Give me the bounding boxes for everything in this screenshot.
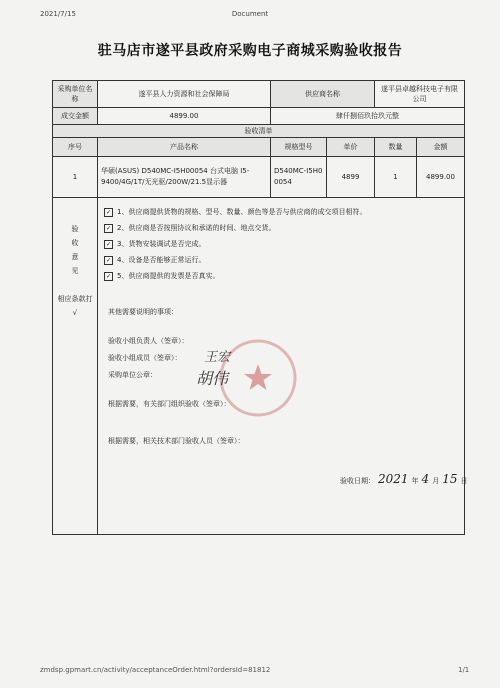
print-date: 2021/7/15 bbox=[40, 10, 76, 18]
item-name: 华硕(ASUS) D540MC-I5H00054 台式电脑 I5-9400/4G/1T/无光驱/200W/21.5显示器 bbox=[98, 157, 271, 198]
opinion-char: 收 bbox=[71, 239, 79, 247]
dept-sign-label: 根据需要，有关部门组织验收（签章）： bbox=[108, 400, 231, 408]
buyer-seal-label: 采购单位公章： bbox=[108, 371, 157, 379]
item-model: D540MC-I5H00054 bbox=[271, 157, 327, 198]
amount-value: 4899.00 bbox=[98, 108, 271, 125]
opinion-char: 意 bbox=[71, 253, 79, 261]
supplier-name: 遂平县卓越科技电子有限公司 bbox=[375, 81, 465, 108]
item-total: 4899.00 bbox=[417, 157, 465, 198]
table-row bbox=[53, 157, 465, 198]
print-doc-title: Document bbox=[231, 10, 269, 18]
col-qty: 数量 bbox=[375, 138, 417, 157]
col-total: 金额 bbox=[417, 138, 465, 157]
col-model: 规格型号 bbox=[271, 138, 327, 157]
check-item: ✓ 4、设备是否能够正常运行。 bbox=[105, 256, 206, 264]
opinion-tick: √ bbox=[72, 309, 78, 317]
supplier-label: 供应商名称 bbox=[271, 81, 375, 108]
col-no: 序号 bbox=[53, 138, 98, 157]
checkbox-icon[interactable]: ✓ bbox=[105, 208, 112, 216]
acceptance-date: 验收日期： 2021 年 4 月 15 日 bbox=[340, 472, 468, 486]
leader-sign-label: 验收小组负责人（签章）： bbox=[108, 337, 189, 345]
member-signature: 胡伟 bbox=[196, 369, 229, 388]
opinion-label bbox=[53, 198, 98, 535]
col-price: 单价 bbox=[327, 138, 375, 157]
check-item: ✓ 2、供应商是否按照协议和承诺的时间、地点交货。 bbox=[105, 224, 276, 232]
checkbox-icon[interactable]: ✓ bbox=[105, 240, 112, 248]
opinion-char: 验 bbox=[71, 225, 79, 233]
check-item: ✓ 1、供应商提供货物的规格、型号、数量、颜色等是否与供应商的成交项目相符。 bbox=[105, 208, 367, 216]
checkbox-icon[interactable]: ✓ bbox=[105, 256, 112, 264]
checkbox-icon[interactable]: ✓ bbox=[105, 224, 112, 232]
acceptance-table bbox=[52, 80, 468, 535]
amount-uppercase: 肆仟捌佰玖拾玖元整 bbox=[271, 108, 465, 125]
opinion-sub: 相应条款打 bbox=[57, 295, 93, 303]
item-qty: 1 bbox=[375, 157, 417, 198]
buyer-name: 遂平县人力资源和社会保障局 bbox=[98, 81, 271, 108]
checkbox-icon[interactable]: ✓ bbox=[105, 272, 112, 280]
page-number: 1/1 bbox=[458, 666, 470, 674]
other-notes-label: 其他需要说明的事项： bbox=[108, 308, 178, 316]
item-price: 4899 bbox=[327, 157, 375, 198]
page-title: 驻马店市遂平县政府采购电子商城采购验收报告 bbox=[97, 43, 403, 59]
item-no: 1 bbox=[53, 157, 98, 198]
opinion-char: 见 bbox=[71, 267, 79, 275]
member-sign-label: 验收小组成员（签章）： bbox=[108, 354, 182, 362]
check-item: ✓ 3、货物安装调试是否完成。 bbox=[105, 240, 206, 248]
amount-label: 成交金额 bbox=[53, 108, 98, 125]
col-name: 产品名称 bbox=[98, 138, 271, 157]
footer-url: zmdsp.gpmart.cn/activity/acceptanceOrder.html?ordersId=81812 bbox=[40, 666, 271, 674]
list-title: 验收清单 bbox=[53, 125, 465, 138]
tech-sign-label: 根据需要，相关技术部门验收人员（签章）： bbox=[108, 437, 245, 445]
buyer-label: 采购单位名称 bbox=[53, 81, 98, 108]
check-item: ✓ 5、供应商提供的发票是否真实。 bbox=[105, 272, 220, 280]
leader-signature: 王宏 bbox=[204, 350, 231, 365]
